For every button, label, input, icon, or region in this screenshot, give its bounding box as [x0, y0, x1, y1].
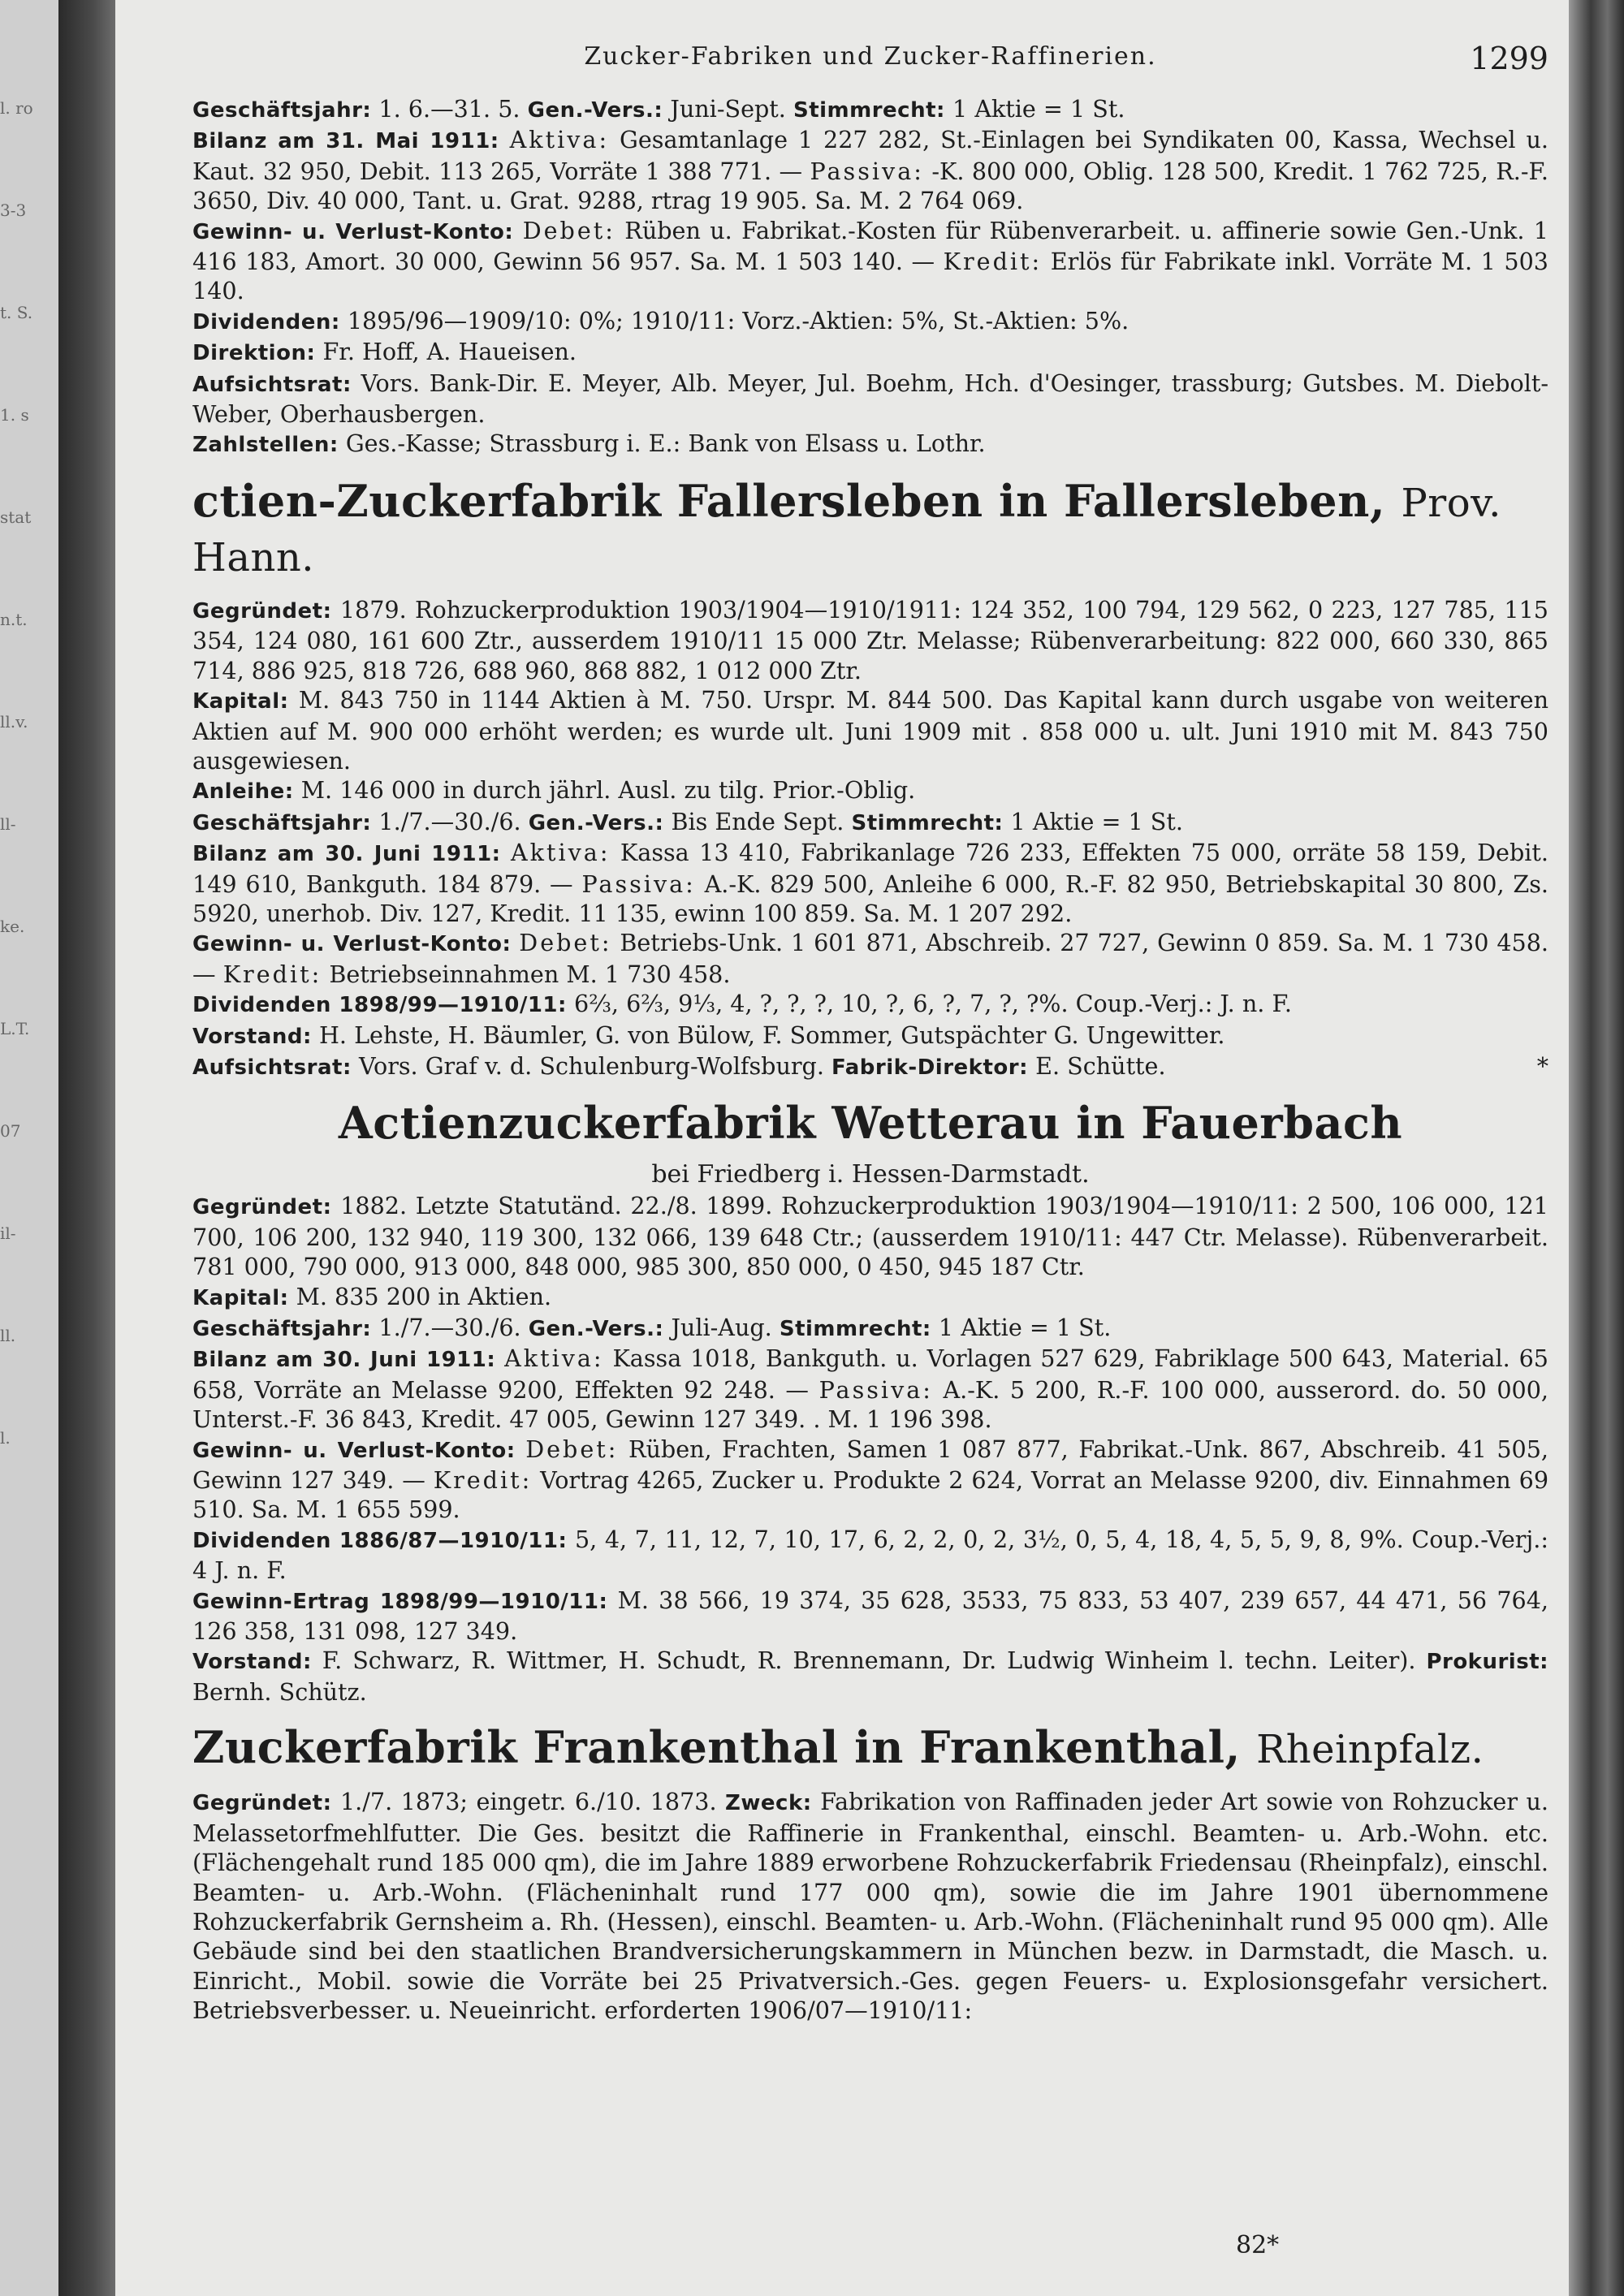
label-voting-right: Stimmrecht: [779, 1317, 931, 1341]
dividends-value: 5, 4, 7, 11, 12, 7, 10, 17, 6, 2, 2, 0, 2, 3½, 0, 5, 4, 18, 4, 5, 5, 9, 8, 9%. Coup.-Verj.: 4 J. n. F. [192, 1525, 1549, 1585]
label-liabilities: Passiva: [818, 1375, 933, 1404]
label-general-meeting: Gen.-Vers.: [528, 1317, 664, 1341]
label-assets: Aktiva: [509, 126, 610, 154]
label-loan: Anleihe: [192, 779, 294, 805]
profit-loss-account [192, 216, 1548, 306]
label-dividends: Dividenden 1898/99—1910/11: [192, 993, 567, 1018]
facing-page-strip [0, 0, 58, 2296]
label-profit-loss: Gewinn- u. Verlust-Konto: [192, 932, 512, 957]
capital-line [192, 685, 1548, 775]
assets-text: Kassa 1018, Bankguth. u. Vorlagen 527 629, Fabriklage 500 643, Material. 65 658, Vorräte an Melasse 9200, Effekten 92 248. — [192, 1344, 1548, 1404]
founded-line [192, 595, 1548, 685]
fiscal-year-line [192, 1313, 1548, 1344]
assets-text: Kassa 13 410, Fabrikanlage 726 233, Effekten 75 000, orräte 58 159, Debit. 149 610, Bankguth. 184 879. — [192, 839, 1548, 898]
gutter-fragment: stat [0, 507, 32, 527]
supervisory-board-line [192, 369, 1548, 429]
label-credit: Kredit: [222, 960, 322, 988]
founded-value: 1879. Rohzuckerproduktion 1903/1904—1910/1911: 124 352, 100 794, 129 562, 0 223, 127 785, 115 354, 124 080, 161 600 Ztr., ausserdem 1910/11 15 000 Ztr. Melasse; Rübenverarbeitung: 822 000, 660 330, 865 714, 886 925, 818 726, 688 960, 868 882, 1 012 000 Ztr. [192, 595, 1548, 684]
paying-agents-value: Ges.-Kasse; Strassburg i. E.: Bank von Elsass u. Lothr. [345, 429, 986, 458]
management-line [192, 337, 1548, 368]
label-profit-yield: Gewinn-Ertrag 1898/99—1910/11: [192, 1589, 608, 1614]
founded-value: 1./7. 1873; eingetr. 6./10. 1873. [339, 1788, 717, 1816]
label-profit-loss: Gewinn- u. Verlust-Konto: [192, 1438, 516, 1463]
label-fiscal-year: Geschäftsjahr: [192, 1317, 372, 1341]
board-value: H. Lehste, H. Bäumler, G. von Bülow, F. Sommer, Gutspächter G. Ungewitter. [318, 1021, 1225, 1049]
gutter-fragment: l. [0, 1428, 11, 1448]
voting-right-value: 1 Aktie = 1 St. [1010, 807, 1183, 835]
label-balance-sheet: Bilanz am 31. Mai 1911: [192, 129, 499, 154]
debit-text: Rüben u. Fabrikat.-Kosten für Rübenverarbeit. u. affinerie sowie Gen.-Unk. 1 416 183, Amort. 30 000, Gewinn 56 957. Sa. M. 1 503 140. — [192, 216, 1549, 276]
gutter-fragment: l. ro [0, 98, 33, 118]
label-credit: Kredit: [943, 248, 1043, 276]
book-gutter [58, 0, 115, 2296]
gutter-fragment: ll. [0, 1326, 16, 1345]
factory-director-value: E. Schütte. [1035, 1051, 1166, 1080]
label-dividends: Dividenden 1886/87—1910/11: [192, 1528, 568, 1553]
entry-frankenthal [192, 1721, 1548, 2025]
balance-sheet [192, 838, 1548, 928]
capital-value: M. 843 750 in 1144 Aktien à M. 750. Urspr. M. 844 500. Das Kapital kann durch usgabe von weiteren Aktien auf M. 900 000 erhöht werden; es wurde ult. Juni 1909 mit . 858 000 u. ult. Juni 1910 mit M. 843 750 ausgewiesen. [192, 686, 1548, 775]
label-founded: Gegründet: [192, 1195, 332, 1220]
board-line [192, 1646, 1548, 1707]
debit-text: Rüben, Frachten, Samen 1 087 877, Fabrikat.-Unk. 867, Abschreib. 41 505, Gewinn 127 349. — [192, 1435, 1549, 1495]
general-meeting-value: Juni-Sept. [670, 95, 786, 123]
loan-value: M. 146 000 in durch jährl. Ausl. zu tilg. Prior.-Oblig. [300, 776, 916, 805]
page-number: 1299 [1470, 41, 1548, 76]
general-meeting-value: Juli-Aug. [671, 1314, 772, 1341]
label-assets: Aktiva: [511, 839, 611, 867]
label-debit: Debet: [522, 216, 615, 244]
fiscal-year-value: 1. 6.—31. 5. [378, 95, 520, 123]
dividends-value: 6⅔, 6⅔, 9⅓, 4, ?, ?, ?, 10, ?, 6, ?, 7, ?, ?%. Coup.-Verj.: J. n. F. [574, 990, 1292, 1018]
gutter-fragment: 1. s [0, 405, 29, 425]
liabilities-text: A.-K. 829 500, Anleihe 6 000, R.-F. 82 950, Betriebskapital 30 800, Zs. 5920, unerhob. Div. 127, Kredit. 11 135, ewinn 100 859. Sa. M. 1 207 292. [192, 870, 1548, 927]
gutter-fragment: n.t. [0, 610, 28, 629]
label-general-meeting: Gen.-Vers.: [528, 810, 664, 835]
capital-line [192, 1282, 1548, 1313]
label-balance-sheet: Bilanz am 30. Juni 1911: [192, 1348, 496, 1373]
company-title-suffix: Rheinpfalz. [1256, 1727, 1484, 1773]
label-fiscal-year: Geschäftsjahr: [192, 98, 372, 123]
running-head [192, 32, 1548, 81]
page [115, 0, 1569, 2296]
gutter-fragment: 3-3 [0, 201, 27, 220]
profit-yield-value: M. 38 566, 19 374, 35 628, 3533, 75 833, 53 407, 239 657, 44 471, 56 764, 126 358, 131 098, 127 349. [192, 1586, 1548, 1646]
label-general-meeting: Gen.-Vers.: [527, 98, 663, 123]
company-title: Actienzuckerfabrik Wetterau in Fauerbach [338, 1097, 1403, 1150]
dividends-line [192, 306, 1548, 337]
label-board: Vorstand: [192, 1024, 312, 1049]
company-subtitle: bei Friedberg i. Hessen-Darmstadt. [651, 1160, 1090, 1189]
gutter-fragment: il- [0, 1224, 16, 1243]
authorized-officer-value: Bernh. Schütz. [192, 1677, 367, 1706]
label-board: Vorstand: [192, 1650, 312, 1675]
page-content [192, 32, 1548, 2026]
printer-signature: 82* [1236, 2231, 1280, 2259]
board-value: F. Schwarz, R. Wittmer, H. Schudt, R. Brennemann, Dr. Ludwig Winheim l. techn. Leiter). [322, 1646, 1416, 1675]
label-supervisory-board: Aufsichtsrat: [192, 372, 352, 397]
entry-continued [192, 94, 1548, 460]
credit-text: Vortrag 4265, Zucker u. Produkte 2 624, Vorrat an Melasse 9200, div. Einnahmen 69 510. Sa. M. 1 655 599. [192, 1466, 1549, 1524]
gutter-fragment: ll.v. [0, 712, 28, 732]
dividends-value: 1895/96—1909/10: 0%; 1910/11: Vorz.-Aktien: 5%, St.-Aktien: 5%. [347, 306, 1129, 334]
company-title: Zuckerfabrik Frankenthal in Frankenthal, [192, 1721, 1241, 1774]
entry-fallersleben [192, 475, 1548, 1083]
purpose-value: Fabrikation von Raffinaden jeder Art sowie von Rohzucker u. Melassetorfmehlfutter. Die Ges. besitzt die Raffinerie in Frankenthal, einschl. Beamten- u. Arb.-Wohn. etc. (Flächengehalt rund 185 000 qm), die im Jahre 1889 erworbene Rohzuckerfabrik Friedensau (Rheinpfalz), einschl. Beamten- u. Arb.-Wohn. (Flächeninhalt rund 177 000 qm), sowie die im Jahre 1901 übernommene Rohzuckerfabrik Gernsheim a. Rh. (Hessen), einschl. Beamten- u. Arb.-Wohn. (Flächeninhalt rund 95 000 qm). Alle Gebäude sind bei den staatlichen Brandversicherungskammern in München bezw. in Darmstadt, die Masch. u. Einricht., Mobil. sowie die Vorräte bei 25 Privatversich.-Ges. gegen Feuers- u. Explosionsgefahr versichert. Betriebsverbesser. u. Neueinricht. erforderten 1906/07—1910/11: [192, 1788, 1548, 2025]
label-authorized-officer: Prokurist: [1426, 1650, 1549, 1675]
asterisk-mark: * [1536, 1051, 1548, 1080]
dividends-line [192, 1525, 1548, 1586]
supervisory-board-line [192, 1051, 1548, 1082]
fiscal-year-value: 1./7.—30./6. [378, 807, 521, 835]
company-title: ctien-Zuckerfabrik Fallersleben in Fallersleben, [192, 474, 1386, 527]
label-dividends: Dividenden: [192, 309, 340, 334]
fiscal-year-line [192, 94, 1548, 125]
credit-text: Betriebseinnahmen M. 1 730 458. [329, 960, 731, 988]
label-paying-agents: Zahlstellen: [192, 433, 339, 458]
assets-text: Gesamtanlage 1 227 282, St.-Einlagen bei Syndikaten 00, Kassa, Wechsel u. Kaut. 32 950, Debit. 113 265, Vorräte 1 388 771. — [192, 126, 1549, 185]
management-value: Fr. Hoff, A. Haueisen. [322, 338, 577, 366]
founded-purpose-line [192, 1787, 1548, 2025]
label-voting-right: Stimmrecht: [793, 98, 945, 123]
profit-loss-account [192, 928, 1548, 989]
company-heading [192, 1097, 1548, 1149]
label-liabilities: Passiva: [581, 870, 696, 898]
supervisory-board-value: Vors. Bank-Dir. E. Meyer, Alb. Meyer, Jul. Boehm, Hch. d'Oesinger, trassburg; Gutsbes. M. Diebolt-Weber, Oberhausbergen. [192, 369, 1548, 429]
fiscal-year-line [192, 807, 1548, 838]
label-debit: Debet: [525, 1435, 619, 1463]
profit-loss-account [192, 1435, 1548, 1525]
label-factory-director: Fabrik-Direktor: [831, 1055, 1028, 1080]
running-title: Zucker-Fabriken und Zucker-Raffinerien. [584, 42, 1157, 71]
debit-text: Betriebs-Unk. 1 601 871, Abschreib. 27 727, Gewinn 0 859. Sa. M. 1 730 458. — [192, 929, 1548, 988]
voting-right-value: 1 Aktie = 1 St. [952, 95, 1125, 123]
voting-right-value: 1 Aktie = 1 St. [938, 1314, 1112, 1341]
label-founded: Gegründet: [192, 598, 332, 624]
label-supervisory-board: Aufsichtsrat: [192, 1055, 352, 1080]
founded-value: 1882. Letzte Statutänd. 22./8. 1899. Rohzuckerproduktion 1903/1904—1910/11: 2 500, 106 000, 121 700, 106 200, 132 940, 119 300, 132 066, 139 648 Ctr.; (ausserdem 1910/11: 447 Ctr. Melasse). Rübenverarbeit. 781 000, 790 000, 913 000, 848 000, 985 300, 850 000, 0 450, 945 187 Ctr. [192, 1192, 1548, 1281]
label-profit-loss: Gewinn- u. Verlust-Konto: [192, 219, 514, 244]
paying-agents-line [192, 429, 1548, 460]
label-liabilities: Passiva: [810, 157, 924, 185]
credit-text: Erlös für Fabrikate inkl. Vorräte M. 1 503 140. [192, 248, 1549, 305]
company-title-suffix: Prov. Hann. [192, 480, 1501, 580]
label-voting-right: Stimmrecht: [851, 810, 1004, 835]
gutter-fragment: ll- [0, 814, 16, 834]
balance-sheet [192, 125, 1548, 215]
liabilities-text: -K. 800 000, Oblig. 128 500, Kredit. 1 762 725, R.-F. 3650, Div. 40 000, Tant. u. Grat. 9288, rtrag 19 905. Sa. M. 2 764 069. [192, 157, 1548, 215]
label-debit: Debet: [519, 929, 612, 957]
liabilities-text: A.-K. 5 200, R.-F. 100 000, ausserord. do. 50 000, Unterst.-F. 36 843, Kredit. 47 005, Gewinn 127 349. . M. 1 196 398. [192, 1375, 1548, 1434]
label-management: Direktion: [192, 341, 316, 366]
profit-yield-line [192, 1586, 1548, 1646]
page-edge-shadow [1569, 0, 1624, 2296]
gutter-fragment: 07 [0, 1121, 21, 1141]
supervisory-board-value: Vors. Graf v. d. Schulenburg-Wolfsburg. [358, 1051, 824, 1080]
company-heading [192, 475, 1548, 584]
board-line [192, 1021, 1548, 1051]
label-capital: Kapital: [192, 1285, 289, 1310]
label-fiscal-year: Geschäftsjahr: [192, 810, 372, 835]
loan-line [192, 775, 1548, 806]
label-credit: Kredit: [433, 1466, 533, 1495]
label-capital: Kapital: [192, 689, 289, 714]
company-heading [192, 1721, 1548, 1776]
gutter-fragment: L.T. [0, 1019, 30, 1038]
label-assets: Aktiva: [504, 1344, 604, 1373]
entry-wetterau [192, 1097, 1548, 1707]
general-meeting-value: Bis Ende Sept. [671, 807, 844, 835]
balance-sheet [192, 1344, 1548, 1434]
capital-value: M. 835 200 in Aktien. [296, 1282, 552, 1310]
founded-line [192, 1191, 1548, 1281]
gutter-fragment: t. S. [0, 303, 33, 322]
gutter-fragments [0, 97, 57, 1530]
dividends-line [192, 989, 1548, 1020]
fiscal-year-value: 1./7.—30./6. [378, 1314, 521, 1341]
gutter-fragment: ke. [0, 917, 25, 936]
label-purpose: Zweck: [725, 1791, 812, 1816]
label-founded: Gegründet: [192, 1791, 332, 1816]
label-balance-sheet: Bilanz am 30. Juni 1911: [192, 842, 501, 867]
